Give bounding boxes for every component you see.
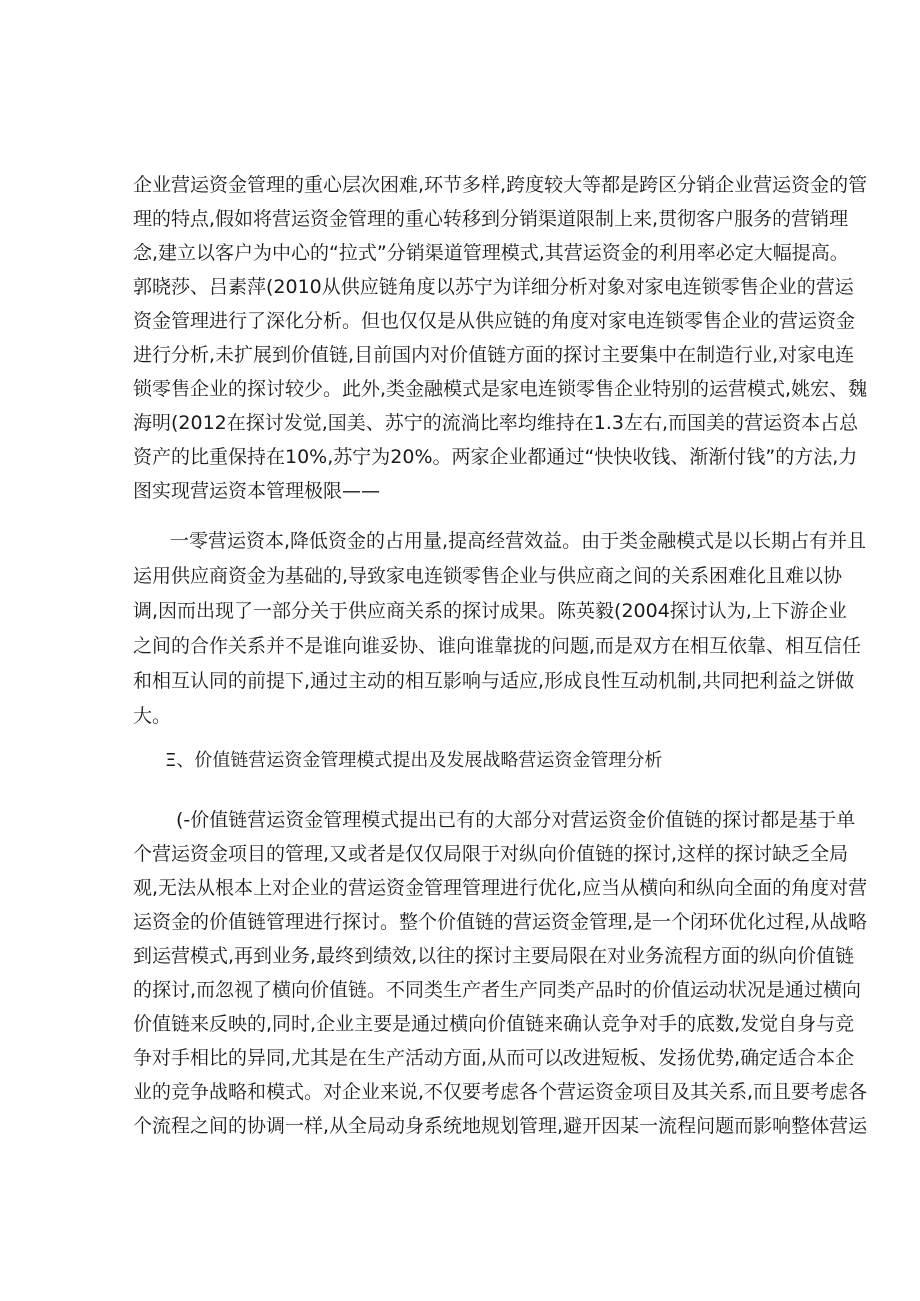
text-line: 个营运资金项目的管理,又或者是仅仅局限于对纵向价值链的探讨,这样的探讨缺乏全局 bbox=[133, 843, 849, 865]
text-line: 个流程之间的协调一样,从全局动身系统地规划管理,避开因某一流程问题而影响整体营运 bbox=[133, 1115, 868, 1137]
text-line: 进行分析,未扩展到价值链,目前国内对价值链方面的探讨主要集中在制造行业,对家电连 bbox=[133, 344, 855, 366]
text-line: 之间的合作关系并不是谁向谁妥协、谁向谁靠拢的问题,而是双方在相互依靠、相互信任 bbox=[133, 635, 862, 657]
text-line: 的探讨,而忽视了横向价值链。不同类生产者生产同类产品时的价值运动状况是通过横向 bbox=[133, 979, 862, 1001]
text-line: 图实现营运资本管理极限—— bbox=[133, 480, 381, 502]
text-line: 观,无法从根本上对企业的营运资金管理管理进行优化,应当从横向和纵向全面的角度对营 bbox=[133, 877, 868, 899]
text-line: (-价值链营运资金管理模式提出已有的大部分对营运资金价值链的探讨都是基于单 bbox=[176, 809, 856, 831]
text-line: 调,因而出现了一部分关于供应商关系的探讨成果。陈英毅(2004探讨认为,上下游企业 bbox=[133, 600, 847, 622]
section-heading: Ξ、价值链营运资金管理模式提出及发展战略营运资金管理分析 bbox=[165, 750, 663, 771]
text-line: 争对手相比的异同,尤其是在生产活动方面,从而可以改进短板、发扬优势,确定适合本企 bbox=[133, 1047, 855, 1069]
text-line: 运资金的价值链管理进行探讨。整个价值链的营运资金管理,是一个闭环优化过程,从战略 bbox=[133, 911, 868, 933]
text-line: 业的竞争战略和模式。对企业来说,不仅要考虑各个营运资金项目及其关系,而且要考虑各 bbox=[133, 1081, 868, 1103]
text-line: 和相互认同的前提下,通过主动的相互影响与适应,形成良性互动机制,共同把利益之饼做 bbox=[133, 670, 855, 692]
text-line: 郭晓莎、吕素萍(2010从供应链角度以苏宁为详细分析对象对家电连锁零售企业的营运 bbox=[133, 276, 854, 298]
text-line: 海明(2012在探讨发觉,国美、苏宁的流淌比率均维持在1.3左右,而国美的营运资本占总 bbox=[133, 412, 859, 434]
text-line: 到运营模式,再到业务,最终到绩效,以往的探讨主要局限在对业务流程方面的纵向价值链 bbox=[133, 945, 855, 967]
text-line: 价值链来反映的,同时,企业主要是通过横向价值链来确认竞争对手的底数,发觉自身与竞 bbox=[133, 1013, 855, 1035]
text-line: 一零营运资本,降低资金的占用量,提高经营效益。由于类金融模式是以长期占有并且 bbox=[170, 530, 867, 552]
text-line: 运用供应商资金为基础的,导致家电连锁零售企业与供应商之间的关系困难化且难以协 bbox=[133, 565, 843, 587]
text-line: 资产的比重保持在10%,苏宁为20%。两家企业都通过“快快收钱、渐渐付钱”的方法,力 bbox=[133, 446, 858, 468]
text-line: 念,建立以客户为中心的“拉式”分销渠道管理模式,其营运资金的利用率必定大幅提高。 bbox=[133, 242, 849, 264]
text-line: 企业营运资金管理的重心层次困难,环节多样,跨度较大等都是跨区分销企业营运资金的管 bbox=[133, 174, 868, 196]
text-line: 大。 bbox=[133, 705, 172, 727]
text-line: 资金管理进行了深化分析。但也仅仅是从供应链的角度对家电连锁零售企业的营运资金 bbox=[133, 310, 856, 332]
text-line: 理的特点,假如将营运资金管理的重心转移到分销渠道限制上来,贯彻客户服务的营销理 bbox=[133, 208, 849, 230]
text-line: 锁零售企业的探讨较少。此外,类金融模式是家电连锁零售企业特别的运营模式,姚宏、魏 bbox=[133, 378, 868, 400]
